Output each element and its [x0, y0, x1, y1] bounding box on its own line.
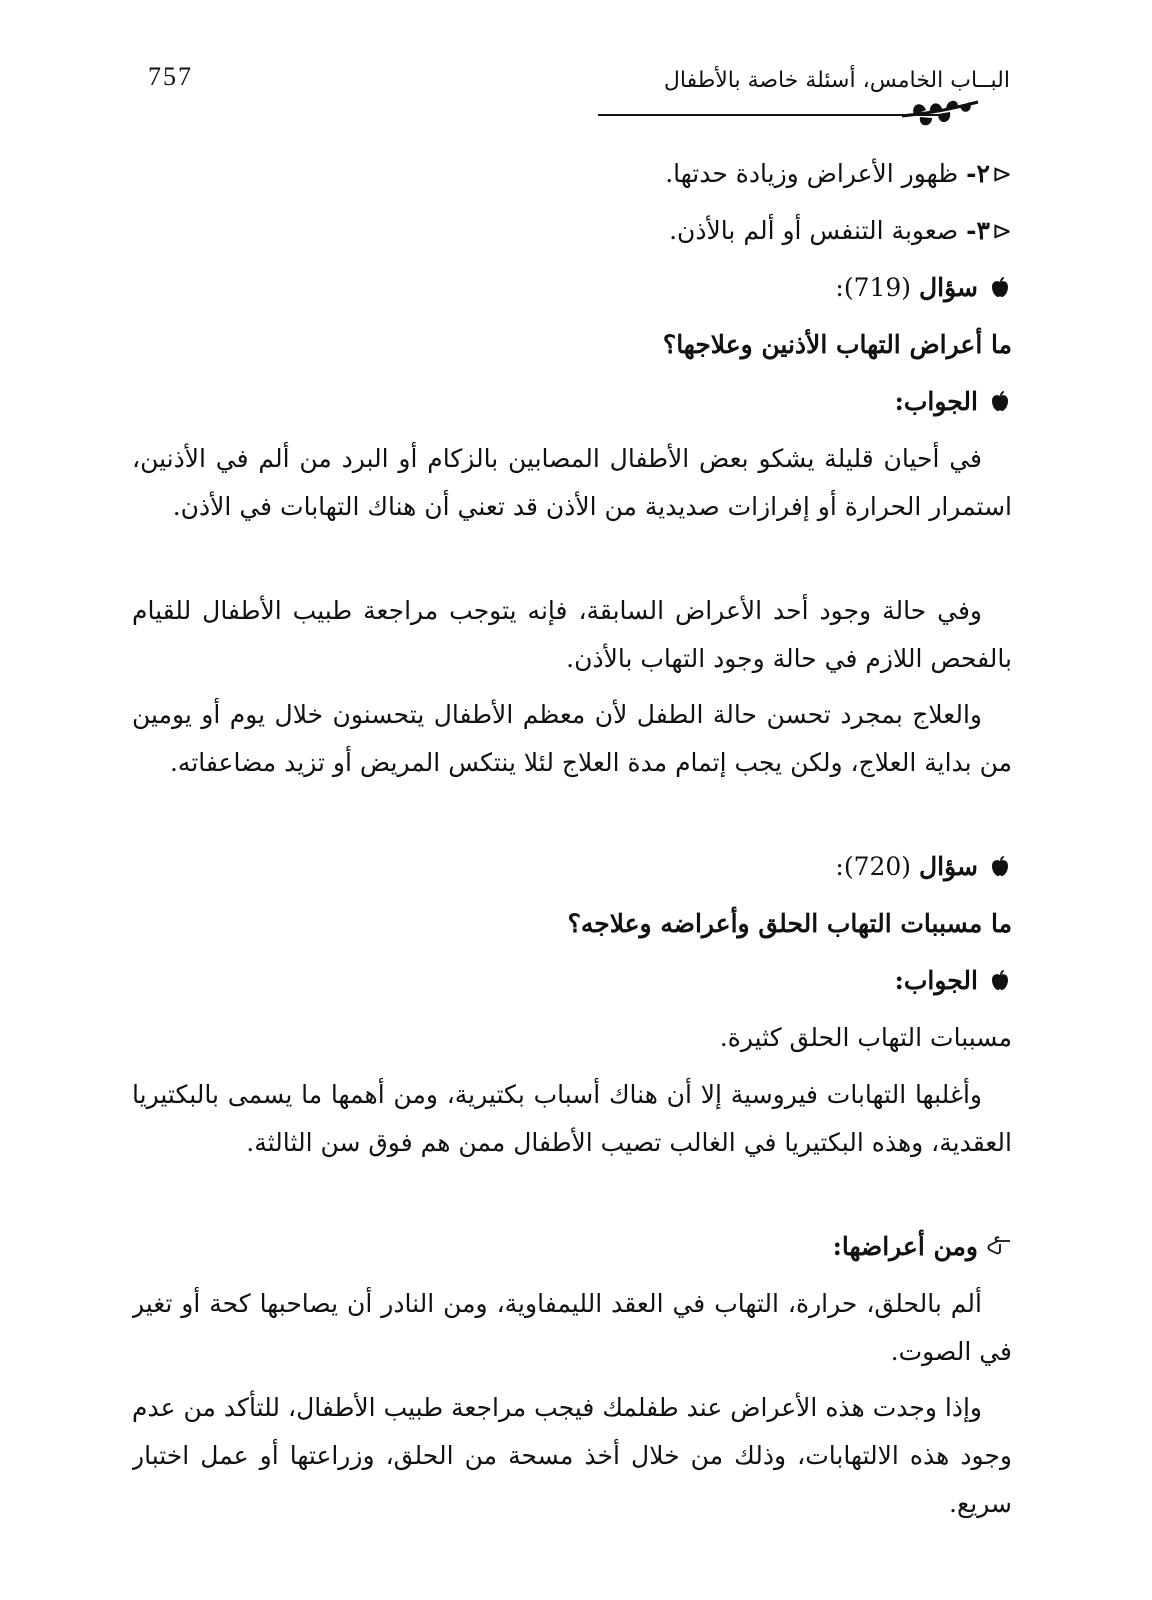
answer-label-720: الجواب:	[132, 957, 1012, 1014]
page-number: 757	[148, 62, 193, 91]
answer-paragraph: ألم بالحلق، حرارة، التهاب في العقد الليمفاوية، ومن النادر أن يصاحبها كحة أو تغير في الصوت.	[132, 1289, 1012, 1366]
answer-paragraph: في أحيان قليلة يشكو بعض الأطفال المصابين بالزكام أو البرد من ألم في الأذنين، استمرار الحرارة أو إفرازات صديدية من الأذن قد تعني أن هناك التهابات في الأذن.	[132, 444, 1012, 521]
pointing-hand-icon	[986, 1235, 1012, 1257]
apple-icon	[988, 275, 1012, 299]
header-rule	[598, 114, 948, 116]
arrow-left-icon: ⊲	[991, 217, 1012, 245]
question-text-720: ما مسببات التهاب الحلق وأعراضه وعلاجه؟	[567, 909, 1012, 938]
question-header-719: سؤال (719):	[132, 264, 1012, 321]
answer-paragraph: مسببات التهاب الحلق كثيرة.	[719, 1023, 1012, 1052]
list-item: ⊲٢- ظهور الأعراض وزيادة حدتها.	[132, 150, 1012, 207]
page-body	[132, 150, 1012, 1536]
question-text-719: ما أعراض التهاب الأذنين وعلاجها؟	[662, 330, 1012, 359]
answer-paragraph: وفي حالة وجود أحد الأعراض السابقة، فإنه يتوجب مراجعة طبيب الأطفال للقيام بالفحص اللازم في حالة وجود التهاب بالأذن.	[132, 596, 1012, 673]
apple-icon	[988, 854, 1012, 878]
answer-paragraph: والعلاج بمجرد تحسن حالة الطفل لأن معظم الأطفال يتحسنون خلال يوم أو يومين من بداية العلاج، ولكن يجب إتمام مدة العلاج لئلا ينتكس المريض أو تزيد مضاعفاته.	[132, 700, 1012, 777]
apple-icon	[988, 968, 1012, 992]
leaf-branch-icon	[900, 96, 980, 132]
apple-icon	[988, 389, 1012, 413]
running-header: البــاب الخامس، أسئلة خاصة بالأطفال	[663, 68, 1010, 93]
subheading-symptoms: ومن أعراضها:	[132, 1223, 1012, 1280]
question-header-720: سؤال (720):	[132, 843, 1012, 900]
answer-paragraph: وأغلبها التهابات فيروسية إلا أن هناك أسباب بكتيرية، ومن أهمها ما يسمى بالبكتيريا العقدية، وهذه البكتيريا في الغالب تصيب الأطفال ممن هم فوق سن الثالثة.	[132, 1080, 1012, 1157]
list-item: ⊲٣- صعوبة التنفس أو ألم بالأذن.	[132, 207, 1012, 264]
answer-paragraph: وإذا وجدت هذه الأعراض عند طفلمك فيجب مراجعة طبيب الأطفال، للتأكد من عدم وجود هذه الالتهابات، وذلك من خلال أخذ مسحة من الحلق، وزراعتها أو عمل اختبار سريع.	[132, 1393, 1012, 1518]
arrow-left-icon: ⊲	[991, 160, 1012, 188]
answer-label-719: الجواب:	[132, 378, 1012, 435]
